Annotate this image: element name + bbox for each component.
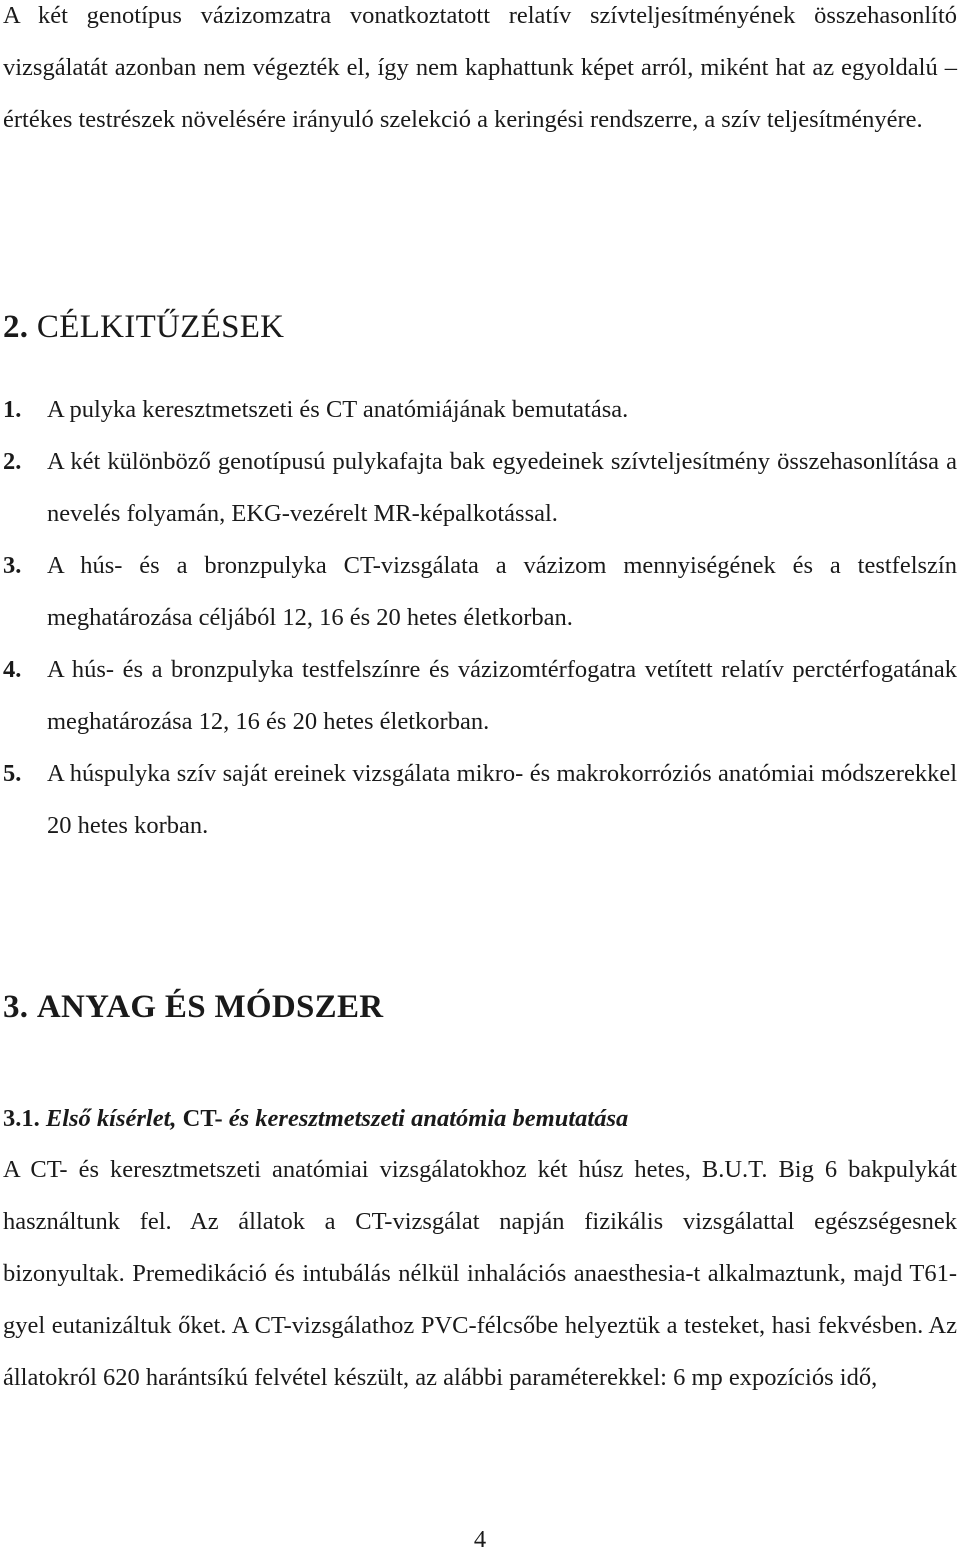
goals-list [3, 384, 957, 852]
section-title: ANYAG ÉS MÓDSZER [36, 989, 384, 1025]
intro-paragraph: A két genotípus vázizomzatra vonatkoztatott relatív szívteljesítményének összehasonlító vizsgálatát azonban nem végezték el, így nem kaphattunk képet arról, miként hat az egyoldalú – értékes testrészek növelésére irányuló szelekció a keringési rendszerre, a szív teljesítményére. [3, 2, 957, 133]
list-item-text: A pulyka keresztmetszeti és CT anatómiájának bemutatása. [47, 396, 629, 423]
section-heading-method [3, 987, 383, 1027]
subsection-number: 3.1. [3, 1105, 40, 1132]
subsection-title-plain: CT- [182, 1105, 223, 1132]
list-item [3, 748, 957, 852]
section-heading-goals [3, 307, 284, 347]
list-item-text: A hús- és a bronzpulyka CT-vizsgálata a vázizom mennyiségének és a testfelszín meghatározása céljából 12, 16 és 20 hetes életkorban. [47, 552, 957, 631]
list-item-text: A két különböző genotípusú pulykafajta bak egyedeinek szívteljesítmény összehasonlítása a nevelés folyamán, EKG-vezérelt MR-képalkotással. [47, 448, 957, 527]
section-title: CÉLKITŰZÉSEK [36, 309, 285, 345]
subsection-title-italic: Első kísérlet, [45, 1105, 177, 1132]
page-number: 4 [473, 1526, 487, 1553]
list-item-number: 3. [3, 552, 22, 579]
body-paragraph: A CT- és keresztmetszeti anatómiai vizsgálatokhoz két húsz hetes, B.U.T. Big 6 bakpulykát használtunk fel. Az állatok a CT-vizsgálat napján fizikális vizsgálattal egészségesnek bizonyultak. Premedikáció és intubálás nélkül inhalációs anaesthesia-t alkalmaztunk, majd T61-gyel eutanizáltuk őket. A CT-vizsgálathoz PVC-félcsőbe helyeztük a testeket, hasi fekvésben. Az állatokról 620 harántsíkú felvétel készült, az alábbi paraméterekkel: 6 mp expozíciós idő, [3, 1156, 957, 1391]
list-item [3, 644, 957, 748]
list-item-number: 4. [3, 656, 22, 683]
subsection-title-italic-rest: és keresztmetszeti anatómia bemutatása [228, 1105, 629, 1132]
list-item-text: A húspulyka szív saját ereinek vizsgálata mikro- és makrokorróziós anatómiai módszerekkel 20 hetes korban. [47, 760, 957, 839]
section-number: 2. [3, 309, 29, 345]
list-item [3, 540, 957, 644]
list-item-text: A hús- és a bronzpulyka testfelszínre és vázizomtérfogatra vetített relatív perctérfogatának meghatározása 12, 16 és 20 hetes életkorban. [47, 656, 957, 735]
section-number: 3. [3, 989, 29, 1025]
list-item [3, 384, 957, 436]
list-item-number: 5. [3, 760, 22, 787]
list-item [3, 436, 957, 540]
list-item-number: 2. [3, 448, 22, 475]
list-item-number: 1. [3, 396, 22, 423]
subsection-heading [3, 1097, 628, 1141]
